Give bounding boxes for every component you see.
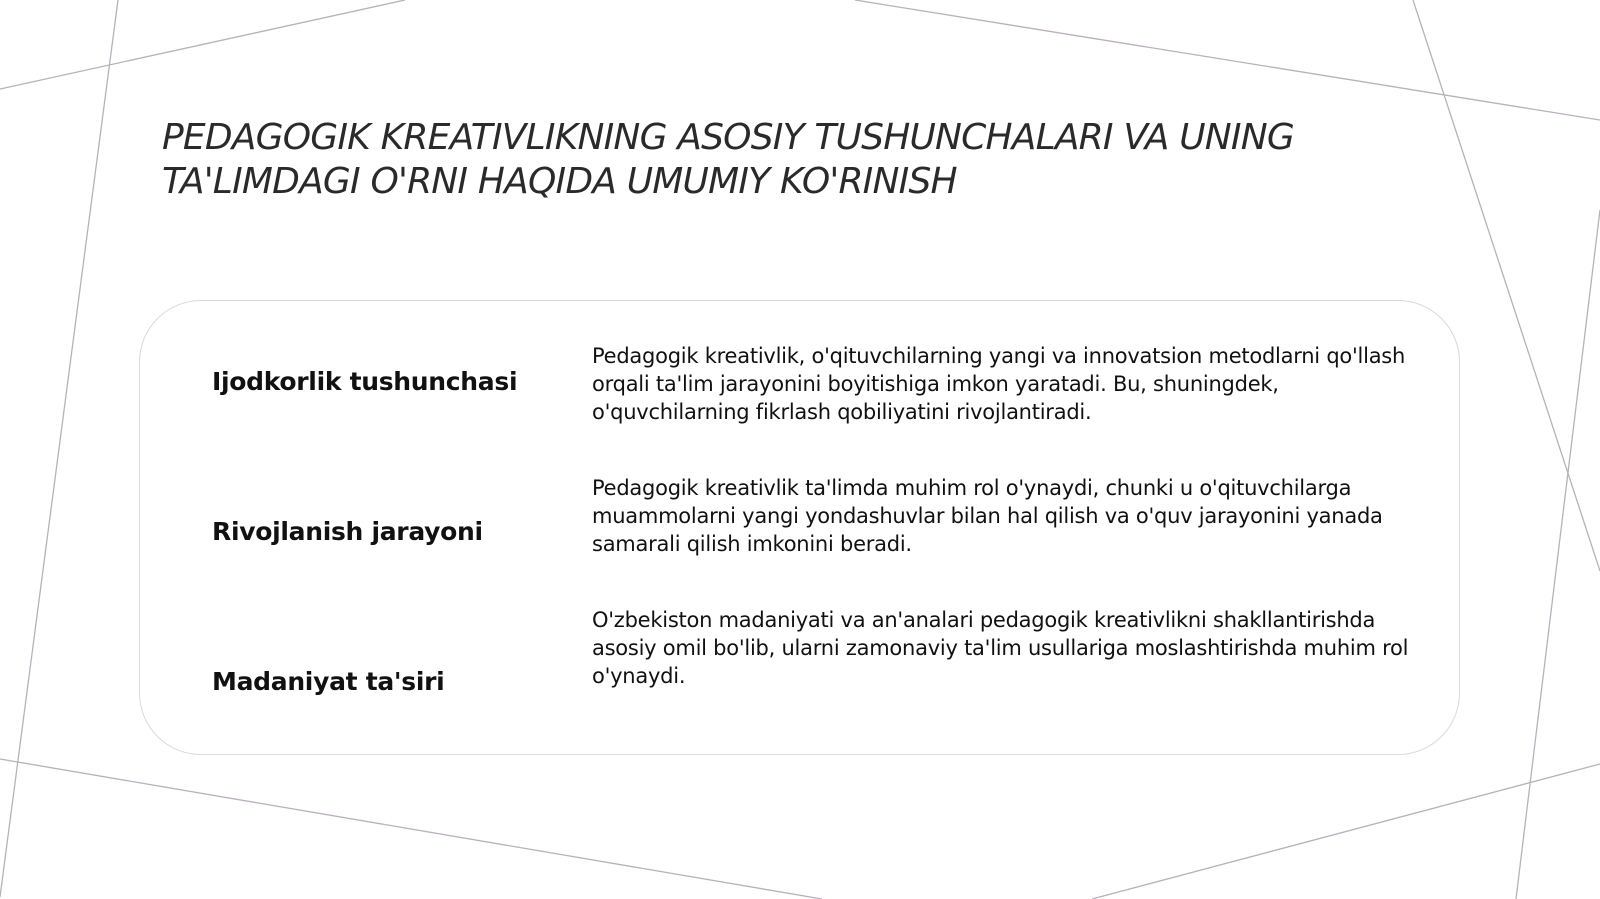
bg-line xyxy=(1516,210,1600,899)
row-text-madaniyat: O'zbekiston madaniyati va an'analari pedagogik kreativlikni shakllantirishda asosiy omil bo'lib, ularni zamonaviy ta'lim usullariga moslashtirishda muhim rol o'ynaydi. xyxy=(592,608,1409,688)
bg-line xyxy=(0,759,822,899)
row-text-rivojlanish: Pedagogik kreativlik ta'limda muhim rol o'ynaydi, chunki u o'qituvchilarga muammolarni yangi yondashuvlar bilan hal qilish va o'quv jarayonini yanada samarali qilish imkonini beradi. xyxy=(592,476,1383,556)
bg-line xyxy=(855,0,1600,120)
slide-title: PEDAGOGIK KREATIVLIKNING ASOSIY TUSHUNCHALARI VA UNING TA'LIMDAGI O'RNI HAQIDA UMUMIY KO'RINISH xyxy=(162,117,1294,202)
row-label-ijodkorlik: Ijodkorlik tushunchasi xyxy=(212,367,518,396)
row-text-ijodkorlik: Pedagogik kreativlik, o'qituvchilarning yangi va innovatsion metodlarni qo'llash orqali ta'lim jarayonini boyitishiga imkon yaratadi. Bu, shuningdek, o'quvchilarning fikrlash qobiliyatini rivojlantiradi. xyxy=(592,344,1406,424)
row-label-rivojlanish: Rivojlanish jarayoni xyxy=(212,517,483,546)
row-label-madaniyat: Madaniyat ta'siri xyxy=(212,667,445,696)
bg-line xyxy=(0,0,405,89)
